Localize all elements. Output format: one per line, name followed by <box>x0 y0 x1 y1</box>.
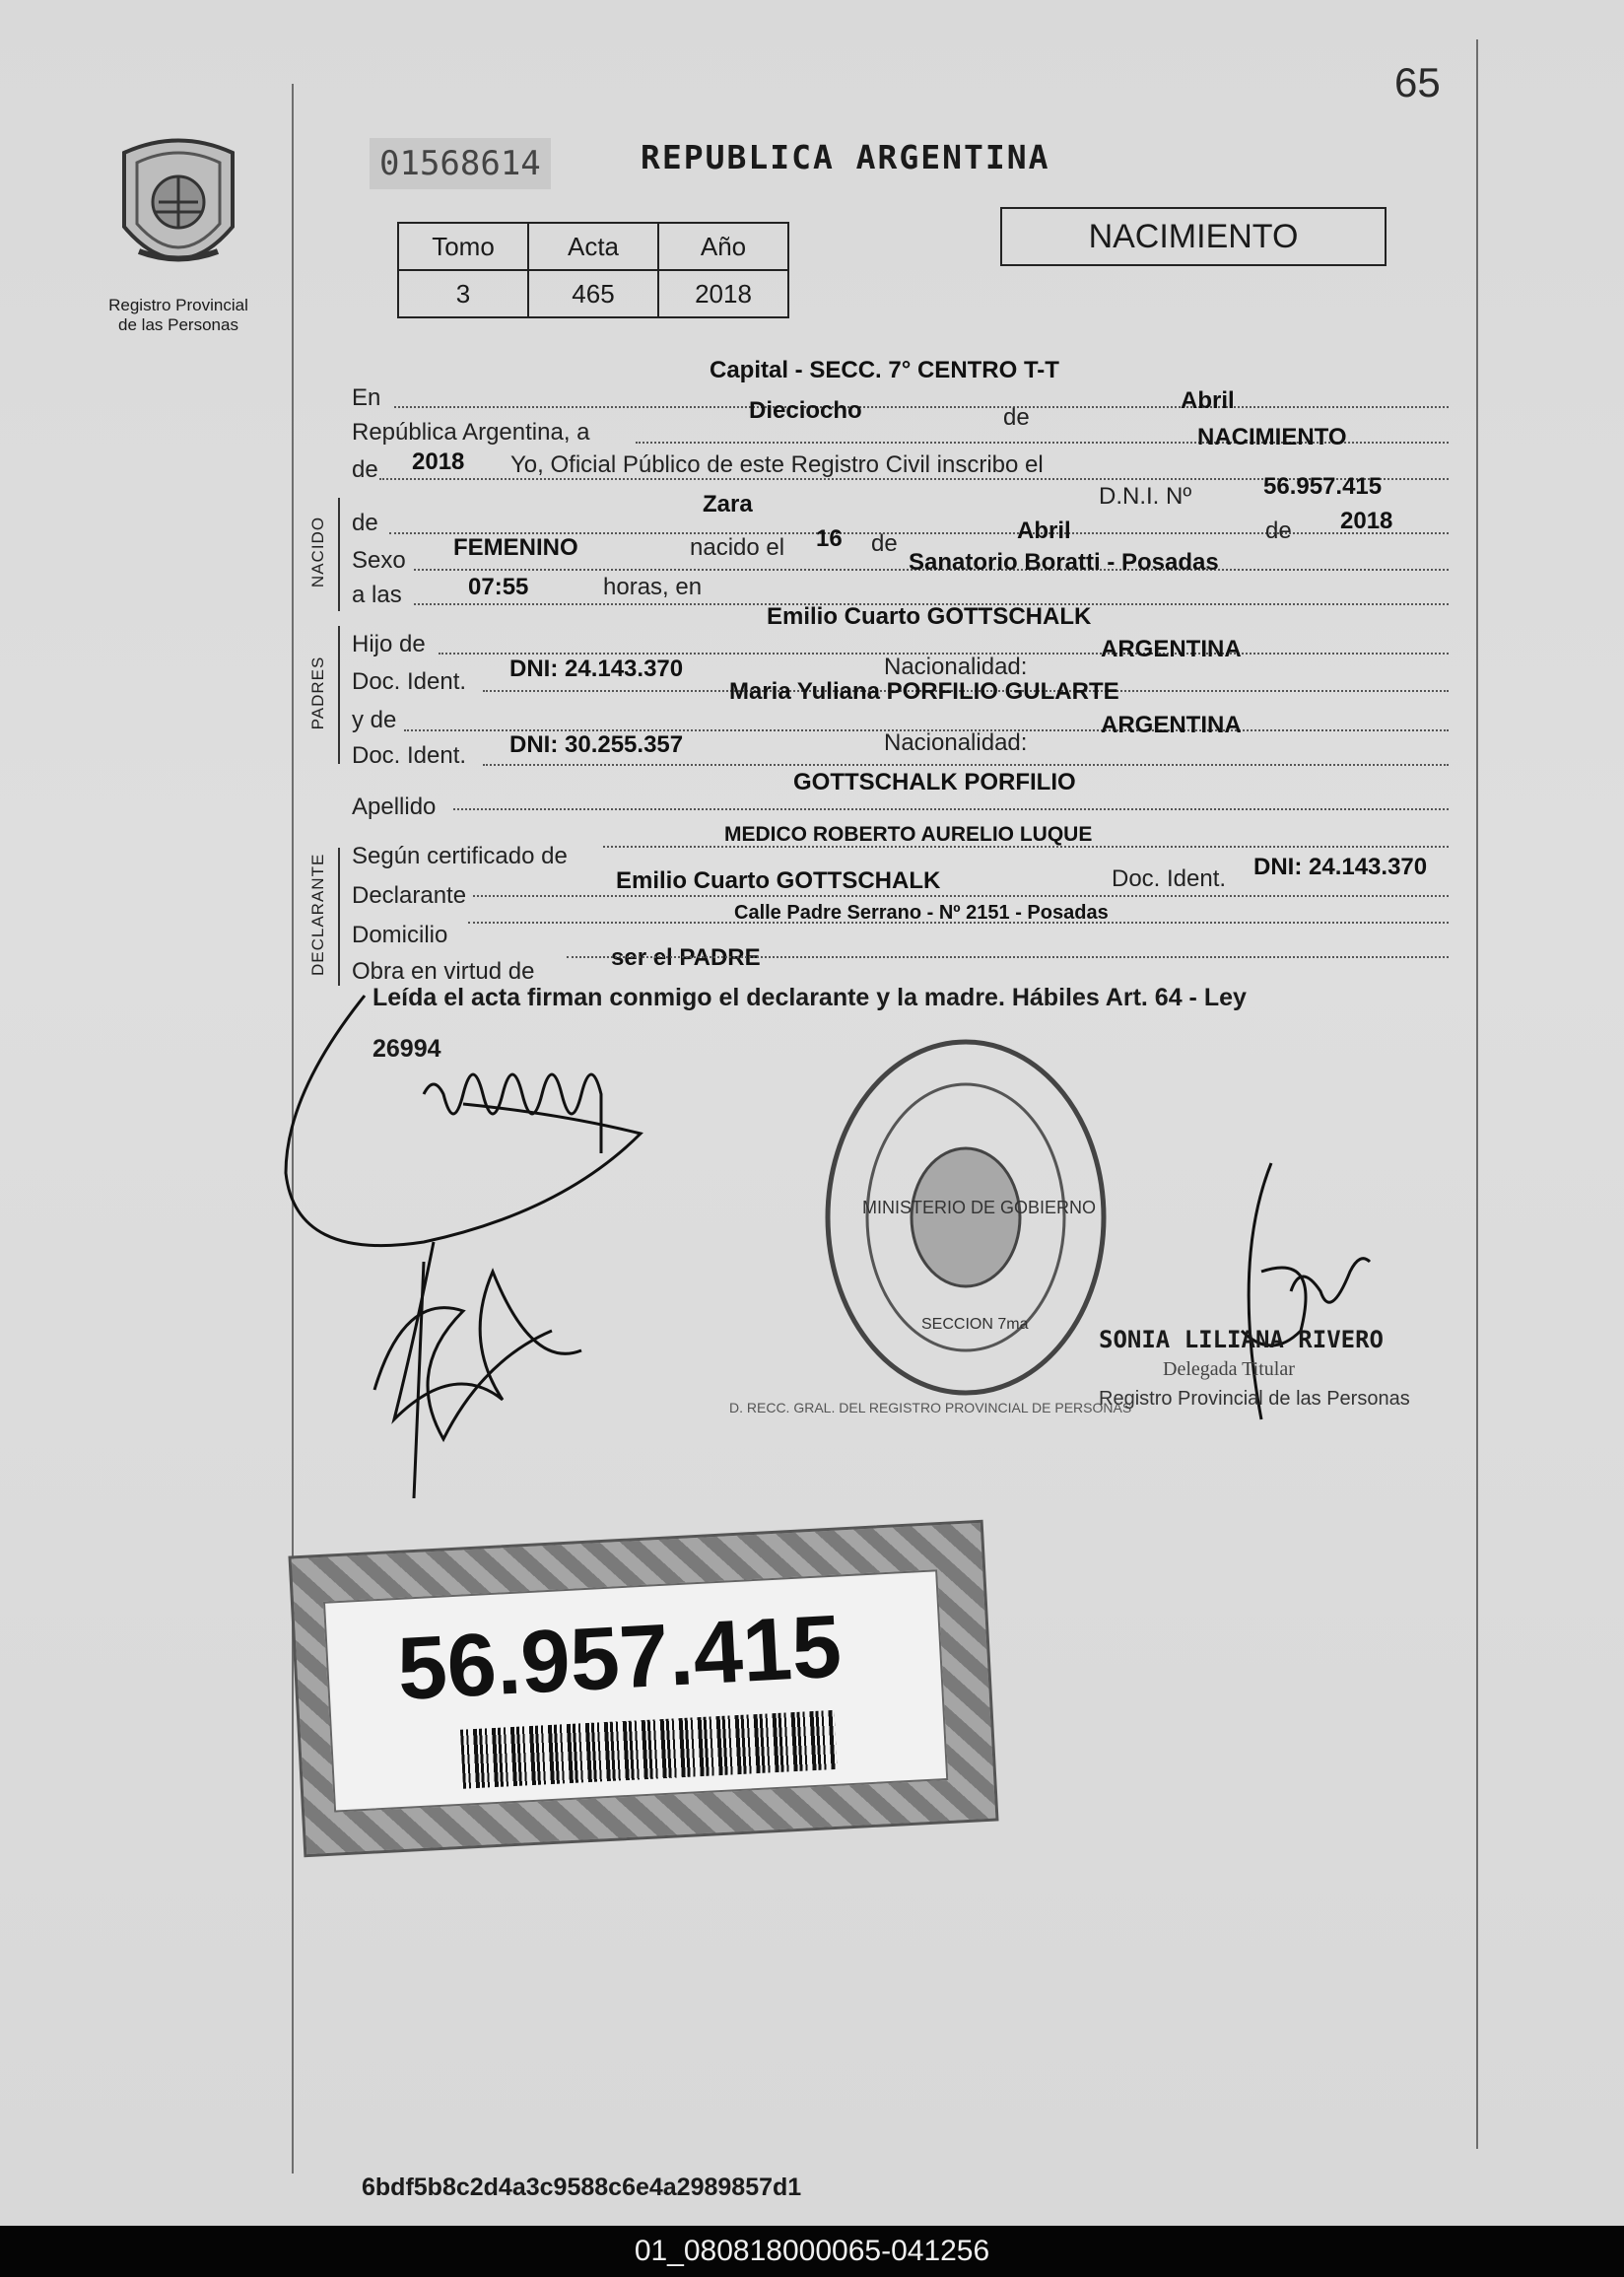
official-name: SONIA LILIANA RIVERO <box>1099 1326 1384 1353</box>
father-name-value: Emilio Cuarto GOTTSCHALK <box>767 603 1092 630</box>
acta-table <box>397 222 789 318</box>
en-value: Capital - SECC. 7° CENTRO T-T <box>710 357 1059 383</box>
child-name-value: Zara <box>703 491 753 518</box>
dni-label: D.N.I. Nº <box>1099 483 1192 510</box>
birth-month-value: Abril <box>1017 518 1071 544</box>
oficial-text: Yo, Oficial Público de este Registro Civil inscribo el <box>510 451 1044 478</box>
footer-id-bar <box>0 2226 1624 2277</box>
day-value: Dieciocho <box>749 397 862 424</box>
table-cell-acta: 465 <box>528 270 658 317</box>
declarante-value: Emilio Cuarto GOTTSCHALK <box>616 867 941 894</box>
father-nac-value: ARGENTINA <box>1101 636 1242 662</box>
side-label-declarante: DECLARANTE <box>308 853 327 976</box>
declarante-label: Declarante <box>352 882 467 909</box>
father-doc-value: DNI: 24.143.370 <box>509 656 684 682</box>
obra-value: ser el PADRE <box>611 944 761 971</box>
republica-label: República Argentina, a <box>352 419 590 446</box>
en-label: En <box>352 384 381 411</box>
side-label-padres: PADRES <box>308 656 327 730</box>
seal-ring-text: D. RECC. GRAL. DEL REGISTRO PROVINCIAL DE PERSONAS <box>729 1400 1132 1415</box>
closing-text-line2: 26994 <box>372 1035 441 1063</box>
hora-label: a las <box>352 582 402 608</box>
lugar-value: Sanatorio Boratti - Posadas <box>909 549 1219 576</box>
registry-name-line2: de las Personas <box>118 315 238 334</box>
right-margin-line <box>1476 39 1478 2149</box>
dni-sticker <box>288 1520 998 1858</box>
birth-day-value: 16 <box>816 525 843 552</box>
declarante-doc-label: Doc. Ident. <box>1112 865 1227 892</box>
birth-year-value: 2018 <box>1340 508 1393 534</box>
document-hash: 6bdf5b8c2d4a3c9588c6e4a2989857d1 <box>362 2174 802 2201</box>
table-header-anio: Año <box>658 223 788 270</box>
side-label-nacido: NACIDO <box>308 516 327 588</box>
sticker-barcode <box>460 1710 838 1789</box>
mother-name-value: Maria Yuliana PORFILIO GULARTE <box>729 678 1119 705</box>
official-title: Delegada Titular <box>1163 1358 1295 1380</box>
cert-label: Según certificado de <box>352 843 568 869</box>
province-emblem-icon <box>109 133 247 291</box>
footer-id: 01_080818000065-041256 <box>634 2235 990 2267</box>
inscribo-value: NACIMIENTO <box>1197 424 1347 450</box>
cert-value: MEDICO ROBERTO AURELIO LUQUE <box>724 823 1093 846</box>
birth-de2-label: de <box>1265 518 1292 544</box>
mother-doc-value: DNI: 30.255.357 <box>509 731 684 758</box>
apellido-value: GOTTSCHALK PORFILIO <box>793 769 1076 795</box>
official-seal <box>818 1030 1114 1410</box>
year-value: 2018 <box>412 448 465 475</box>
official-office: Registro Provincial de las Personas <box>1099 1388 1410 1410</box>
table-header-acta: Acta <box>528 223 658 270</box>
seal-inner-text: MINISTERIO DE GOBIERNO <box>862 1198 1097 1217</box>
father-doc-label: Doc. Ident. <box>352 668 467 695</box>
header-title: REPUBLICA ARGENTINA <box>641 138 1050 176</box>
registry-name-line1: Registro Provincial <box>108 296 248 314</box>
nacido-de-label: de <box>352 510 378 536</box>
document-type-box: NACIMIENTO <box>1000 207 1387 266</box>
declarant-signature <box>266 976 680 1508</box>
horas-label: horas, en <box>603 574 703 600</box>
sexo-value: FEMENINO <box>453 534 578 561</box>
sexo-label: Sexo <box>352 547 406 574</box>
table-cell-tomo: 3 <box>398 270 528 317</box>
table-header-tomo: Tomo <box>398 223 528 270</box>
closing-text-line1: Leída el acta firman conmigo el declarante y la madre. Hábiles Art. 64 - Ley <box>372 984 1247 1011</box>
page-number: 65 <box>1394 59 1441 105</box>
child-dni-value: 56.957.415 <box>1263 473 1383 500</box>
domicilio-value: Calle Padre Serrano - Nº 2151 - Posadas <box>734 902 1109 924</box>
month-value: Abril <box>1181 387 1235 414</box>
father-nac-label: Nacionalidad: <box>884 654 1028 680</box>
mother-nac-label: Nacionalidad: <box>884 729 1028 756</box>
mother-nac-value: ARGENTINA <box>1101 712 1242 738</box>
de-label: de <box>1003 404 1030 431</box>
hora-value: 07:55 <box>468 574 529 600</box>
hijo-de-label: Hijo de <box>352 631 426 657</box>
domicilio-label: Domicilio <box>352 922 448 948</box>
de2-label: de <box>352 456 378 483</box>
registry-logo <box>95 133 262 335</box>
serial-number: 01568614 <box>370 138 551 189</box>
apellido-label: Apellido <box>352 794 437 820</box>
seal-bottom-text: SECCION 7ma <box>921 1316 1029 1333</box>
sticker-dni-number: 56.957.415 <box>395 1597 845 1719</box>
birth-de-label: de <box>871 530 898 557</box>
obra-label: Obra en virtud de <box>352 958 535 985</box>
nacido-el-label: nacido el <box>690 534 785 561</box>
mother-doc-label: Doc. Ident. <box>352 742 467 769</box>
table-cell-anio: 2018 <box>658 270 788 317</box>
declarante-doc-value: DNI: 24.143.370 <box>1253 854 1428 880</box>
y-de-label: y de <box>352 707 397 733</box>
sticker-inner <box>323 1569 948 1812</box>
